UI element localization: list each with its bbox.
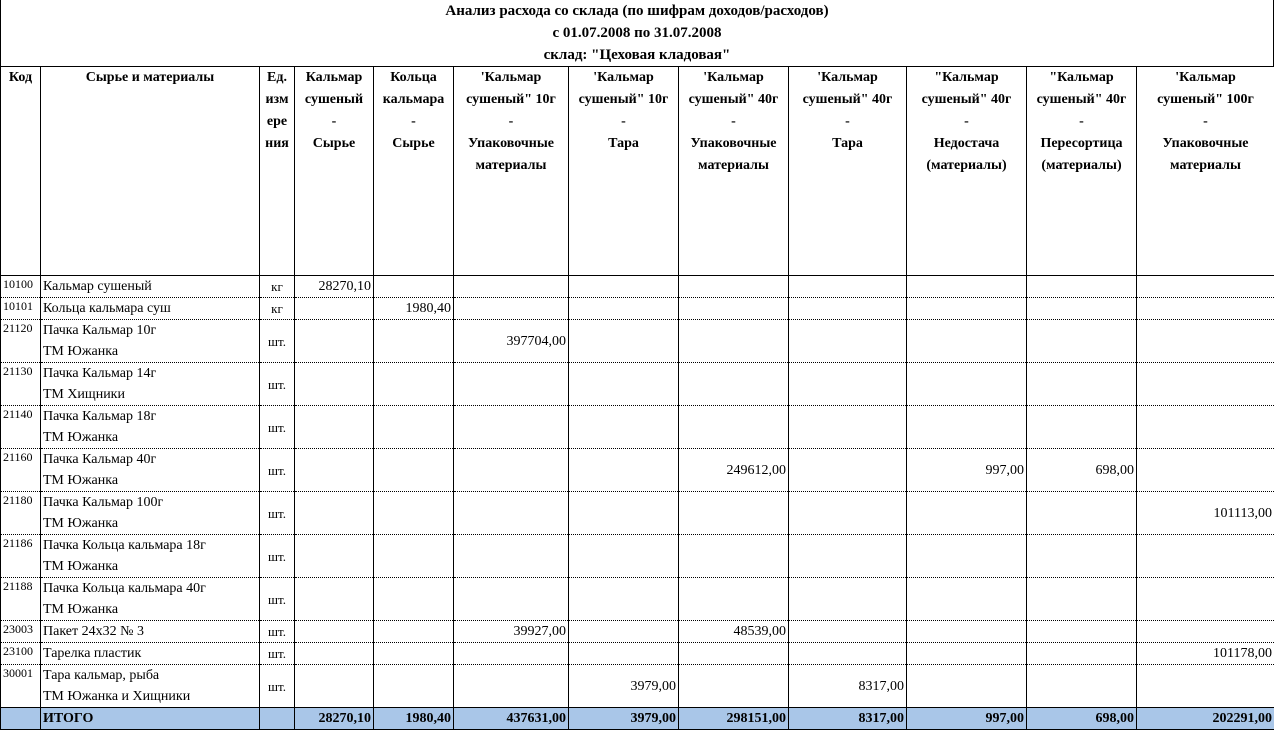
cell-value <box>907 578 1027 621</box>
header-col-line: "Кальмар <box>1049 70 1114 85</box>
cell-value: 997,00 <box>907 449 1027 492</box>
cell-value <box>1027 492 1137 535</box>
cell-value <box>789 492 907 535</box>
cell-value <box>1137 363 1274 406</box>
cell-code: 21188 <box>1 578 41 621</box>
table-row <box>1 535 1274 578</box>
report-title-block <box>0 0 1274 66</box>
cell-name <box>41 298 260 320</box>
report-period: с 01.07.2008 по 31.07.2008 <box>552 25 722 41</box>
cell-value <box>374 643 454 665</box>
cell-value: 101113,00 <box>1137 492 1274 535</box>
header-col-2 <box>374 67 454 276</box>
total-value: 3979,00 <box>569 708 679 730</box>
cell-name-line: Пачка Кальмар 10г <box>43 323 157 338</box>
cell-value <box>1027 320 1137 363</box>
cell-value <box>374 406 454 449</box>
total-value: 28270,10 <box>295 708 374 730</box>
cell-value <box>907 276 1027 298</box>
cell-value <box>789 320 907 363</box>
cell-value <box>1137 298 1274 320</box>
cell-value: 698,00 <box>1027 449 1137 492</box>
cell-value <box>374 320 454 363</box>
cell-name <box>41 276 260 298</box>
header-col-line: 'Кальмар <box>1175 70 1236 85</box>
cell-value <box>1027 363 1137 406</box>
header-col-line: Тара <box>832 136 863 151</box>
cell-name <box>41 406 260 449</box>
cell-value <box>295 535 374 578</box>
header-col-line: Упаковочные <box>690 136 777 151</box>
cell-value <box>295 665 374 708</box>
cell-value <box>295 363 374 406</box>
header-col-line: Сырье <box>392 136 435 151</box>
table-row <box>1 492 1274 535</box>
expense-table <box>0 66 1274 730</box>
cell-name-line: ТМ Южанка <box>43 559 119 574</box>
cell-value <box>1027 535 1137 578</box>
cell-value <box>295 578 374 621</box>
header-col-line: сушеный" 10г <box>578 92 669 107</box>
header-col-line: сушеный" 40г <box>802 92 893 107</box>
cell-value <box>789 406 907 449</box>
cell-name-line: ТМ Южанка <box>43 602 119 617</box>
table-row <box>1 621 1274 643</box>
cell-value <box>789 578 907 621</box>
header-col-line: Кольца <box>390 70 437 85</box>
cell-value <box>679 665 789 708</box>
cell-value <box>679 535 789 578</box>
cell-value <box>1137 621 1274 643</box>
cell-value <box>907 535 1027 578</box>
cell-value <box>907 643 1027 665</box>
header-col-line: материалы <box>1170 158 1241 173</box>
header-row <box>1 67 1274 276</box>
header-unit-line: Ед. <box>267 70 287 85</box>
cell-value <box>679 492 789 535</box>
cell-value <box>569 492 679 535</box>
header-col-line: материалы <box>698 158 769 173</box>
header-unit-line: ере <box>266 114 288 129</box>
cell-name <box>41 320 260 363</box>
header-col-line: Тара <box>608 136 639 151</box>
table-row <box>1 298 1274 320</box>
cell-value: 3979,00 <box>569 665 679 708</box>
total-value: 298151,00 <box>679 708 789 730</box>
cell-value <box>1027 578 1137 621</box>
cell-value <box>295 298 374 320</box>
header-col-line: сушеный" 40г <box>1036 92 1127 107</box>
cell-value <box>454 578 569 621</box>
cell-unit: шт. <box>260 621 295 643</box>
header-col-line: сушеный" 40г <box>921 92 1012 107</box>
header-col-1 <box>295 67 374 276</box>
cell-name-line: ТМ Южанка <box>43 344 119 359</box>
table-row <box>1 665 1274 708</box>
header-unit <box>260 67 295 276</box>
header-col-line: Кальмар <box>305 70 363 85</box>
total-label: ИТОГО <box>41 708 260 730</box>
table-row <box>1 406 1274 449</box>
cell-name-line: ТМ Южанка <box>43 430 119 445</box>
header-col-line: кальмара <box>382 92 445 107</box>
total-value: 8317,00 <box>789 708 907 730</box>
cell-value <box>295 621 374 643</box>
cell-value: 28270,10 <box>295 276 374 298</box>
cell-code: 21160 <box>1 449 41 492</box>
cell-value <box>454 363 569 406</box>
total-value: 437631,00 <box>454 708 569 730</box>
cell-name-line: Пачка Кольца кальмара 18г <box>43 538 206 553</box>
cell-value <box>569 276 679 298</box>
header-col-5 <box>679 67 789 276</box>
cell-value <box>569 298 679 320</box>
cell-code: 10101 <box>1 298 41 320</box>
cell-value <box>1137 320 1274 363</box>
cell-value <box>454 492 569 535</box>
header-col-line: - <box>731 114 736 129</box>
header-col-line: - <box>1203 114 1208 129</box>
cell-code: 10100 <box>1 276 41 298</box>
cell-name-line: ТМ Хищники <box>43 387 125 402</box>
cell-value <box>679 643 789 665</box>
table-row <box>1 363 1274 406</box>
cell-value <box>789 363 907 406</box>
cell-value <box>295 643 374 665</box>
cell-value <box>789 449 907 492</box>
header-code: Код <box>1 67 41 276</box>
cell-value <box>1137 406 1274 449</box>
header-col-line: Пересортица <box>1040 136 1123 151</box>
cell-value <box>295 449 374 492</box>
cell-name <box>41 578 260 621</box>
table-body <box>1 276 1274 730</box>
cell-name <box>41 621 260 643</box>
header-col-line: - <box>845 114 850 129</box>
cell-value <box>454 276 569 298</box>
cell-value <box>569 643 679 665</box>
table-row <box>1 320 1274 363</box>
header-col-line: 'Кальмар <box>593 70 654 85</box>
cell-code: 21186 <box>1 535 41 578</box>
table-row <box>1 578 1274 621</box>
cell-value <box>454 298 569 320</box>
cell-value <box>679 363 789 406</box>
cell-value <box>569 535 679 578</box>
cell-value: 1980,40 <box>374 298 454 320</box>
cell-value <box>1027 406 1137 449</box>
cell-unit: кг <box>260 298 295 320</box>
cell-value: 39927,00 <box>454 621 569 643</box>
header-col-9 <box>1137 67 1274 276</box>
total-value: 698,00 <box>1027 708 1137 730</box>
cell-unit: кг <box>260 276 295 298</box>
cell-value <box>789 276 907 298</box>
header-col-7 <box>907 67 1027 276</box>
cell-value <box>454 665 569 708</box>
header-col-3 <box>454 67 569 276</box>
header-col-line: Сырье <box>312 136 356 151</box>
header-col-line: - <box>508 114 514 129</box>
cell-value <box>454 406 569 449</box>
cell-name <box>41 492 260 535</box>
cell-value <box>374 535 454 578</box>
report-warehouse: склад: "Цеховая кладовая" <box>543 47 731 63</box>
report-title: Анализ расхода со склада (по шифрам доходов/расходов) <box>445 3 829 19</box>
cell-name-line: Пачка Кальмар 14г <box>43 366 157 381</box>
cell-unit: шт. <box>260 492 295 535</box>
cell-value <box>907 665 1027 708</box>
cell-name-line: Кальмар сушеный <box>43 279 152 294</box>
total-value: 1980,40 <box>374 708 454 730</box>
cell-value <box>789 535 907 578</box>
cell-value: 249612,00 <box>679 449 789 492</box>
cell-value <box>569 363 679 406</box>
cell-value <box>454 449 569 492</box>
header-col-line: - <box>621 114 626 129</box>
header-col-line: Недостача <box>933 136 1000 151</box>
cell-value <box>569 578 679 621</box>
header-col-line: 'Кальмар <box>703 70 764 85</box>
cell-value <box>789 621 907 643</box>
table-row <box>1 643 1274 665</box>
cell-name-line: ТМ Южанка и Хищники <box>43 689 191 704</box>
cell-unit: шт. <box>260 578 295 621</box>
header-col-line: (материалы) <box>1041 158 1122 173</box>
cell-value <box>569 621 679 643</box>
cell-name-line: Пачка Кальмар 100г <box>43 495 164 510</box>
header-col-line: - <box>1079 114 1084 129</box>
cell-value <box>454 535 569 578</box>
cell-value <box>1027 643 1137 665</box>
cell-name-line: Тара кальмар, рыба <box>43 668 160 683</box>
cell-value: 101178,00 <box>1137 643 1274 665</box>
header-col-line: сушеный <box>304 92 364 107</box>
cell-value <box>569 406 679 449</box>
cell-unit: шт. <box>260 643 295 665</box>
header-unit-line: ния <box>265 136 289 151</box>
header-col-line: "Кальмар <box>934 70 999 85</box>
total-value: 202291,00 <box>1137 708 1274 730</box>
cell-value <box>907 406 1027 449</box>
cell-value <box>1027 665 1137 708</box>
cell-value: 8317,00 <box>789 665 907 708</box>
cell-unit: шт. <box>260 363 295 406</box>
cell-unit: шт. <box>260 535 295 578</box>
cell-code: 21180 <box>1 492 41 535</box>
cell-value <box>1137 665 1274 708</box>
cell-unit: шт. <box>260 665 295 708</box>
cell-value <box>374 449 454 492</box>
cell-value <box>374 276 454 298</box>
cell-value <box>1027 276 1137 298</box>
cell-name-line: ТМ Южанка <box>43 473 119 488</box>
cell-value <box>374 492 454 535</box>
cell-value <box>454 643 569 665</box>
cell-code: 23100 <box>1 643 41 665</box>
cell-value <box>679 276 789 298</box>
cell-name-line: Пачка Кальмар 18г <box>43 409 157 424</box>
cell-unit: шт. <box>260 320 295 363</box>
total-unit-cell <box>260 708 295 730</box>
header-col-line: Упаковочные <box>1162 136 1249 151</box>
cell-value <box>1027 621 1137 643</box>
cell-value <box>679 320 789 363</box>
cell-value <box>907 298 1027 320</box>
cell-name-line: ТМ Южанка <box>43 516 119 531</box>
cell-value <box>679 298 789 320</box>
table-row <box>1 449 1274 492</box>
cell-value <box>569 320 679 363</box>
header-col-6 <box>789 67 907 276</box>
cell-value <box>789 298 907 320</box>
header-col-line: сушеный" 10г <box>466 92 556 107</box>
cell-value <box>907 621 1027 643</box>
cell-code: 23003 <box>1 621 41 643</box>
cell-unit: шт. <box>260 406 295 449</box>
cell-name-line: Кольца кальмара суш <box>43 301 171 316</box>
cell-value <box>907 363 1027 406</box>
cell-value: 397704,00 <box>454 320 569 363</box>
cell-value <box>1137 449 1274 492</box>
cell-code: 21140 <box>1 406 41 449</box>
header-col-line: (материалы) <box>926 158 1007 173</box>
cell-name <box>41 643 260 665</box>
cell-name-line: Тарелка пластик <box>43 646 142 661</box>
cell-value <box>569 449 679 492</box>
cell-value <box>789 643 907 665</box>
cell-value <box>907 492 1027 535</box>
total-value: 997,00 <box>907 708 1027 730</box>
cell-name-line: Пачка Кольца кальмара 40г <box>43 581 206 596</box>
header-col-4 <box>569 67 679 276</box>
cell-name <box>41 449 260 492</box>
header-col-line: сушеный" 100г <box>1157 92 1254 107</box>
cell-name <box>41 363 260 406</box>
cell-name <box>41 665 260 708</box>
header-col-line: материалы <box>475 158 547 173</box>
cell-value <box>1137 535 1274 578</box>
header-col-line: Упаковочные <box>468 136 554 151</box>
total-code-cell <box>1 708 41 730</box>
cell-value <box>295 320 374 363</box>
cell-value <box>374 621 454 643</box>
cell-name-line: Пакет 24х32 № 3 <box>43 624 144 639</box>
header-col-line: - <box>331 114 337 129</box>
header-name: Сырье и материалы <box>41 67 260 276</box>
cell-value <box>679 406 789 449</box>
cell-value <box>295 406 374 449</box>
cell-value <box>374 363 454 406</box>
cell-value <box>1137 578 1274 621</box>
cell-value: 48539,00 <box>679 621 789 643</box>
header-col-line: - <box>411 114 416 129</box>
cell-value <box>907 320 1027 363</box>
cell-unit: шт. <box>260 449 295 492</box>
cell-name <box>41 535 260 578</box>
cell-value <box>295 492 374 535</box>
cell-code: 21130 <box>1 363 41 406</box>
cell-value <box>374 665 454 708</box>
cell-code: 30001 <box>1 665 41 708</box>
cell-value <box>1027 298 1137 320</box>
cell-value <box>374 578 454 621</box>
header-col-line: 'Кальмар <box>817 70 878 85</box>
total-row <box>1 708 1274 730</box>
header-col-line: сушеный" 40г <box>688 92 779 107</box>
cell-value <box>679 578 789 621</box>
table-row <box>1 276 1274 298</box>
cell-value <box>1137 276 1274 298</box>
header-unit-line: изм <box>265 92 289 107</box>
cell-code: 21120 <box>1 320 41 363</box>
header-col-line: - <box>964 114 969 129</box>
header-col-8 <box>1027 67 1137 276</box>
cell-name-line: Пачка Кальмар 40г <box>43 452 157 467</box>
header-col-line: 'Кальмар <box>480 70 542 85</box>
